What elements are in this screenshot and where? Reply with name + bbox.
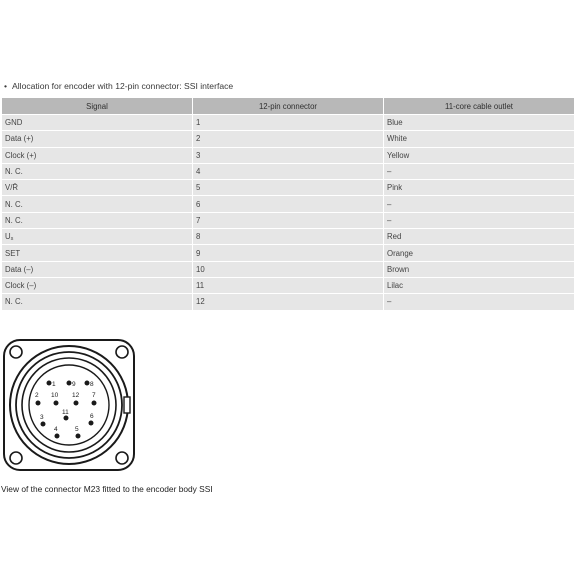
table-row bbox=[2, 262, 574, 277]
signal-cell: Clock (–) bbox=[2, 278, 192, 293]
intro-text: Allocation for encoder with 12-pin connector: SSI interface bbox=[12, 81, 234, 91]
table-row bbox=[2, 164, 574, 179]
pin-label: 3 bbox=[40, 414, 44, 421]
table-row bbox=[2, 294, 574, 309]
table-row bbox=[2, 278, 574, 293]
coding-key bbox=[124, 397, 130, 413]
table-row bbox=[2, 131, 574, 146]
pin bbox=[74, 401, 79, 406]
pin-label: 1 bbox=[52, 381, 56, 388]
pin-label: 12 bbox=[72, 392, 80, 399]
pin-label: 10 bbox=[51, 392, 59, 399]
table-row bbox=[2, 245, 574, 260]
signal-cell: N. C. bbox=[2, 294, 192, 309]
cable-cell: Blue bbox=[384, 115, 574, 130]
pin-label: 6 bbox=[90, 413, 94, 420]
pin-cell: 7 bbox=[193, 213, 383, 228]
pin-cell: 3 bbox=[193, 148, 383, 163]
pin-allocation-table bbox=[1, 97, 575, 311]
pin-cell: 9 bbox=[193, 245, 383, 260]
cable-cell: – bbox=[384, 196, 574, 211]
cable-cell: Orange bbox=[384, 245, 574, 260]
connector-m23-diagram bbox=[1, 337, 137, 473]
pin bbox=[36, 401, 41, 406]
pin-cell: 8 bbox=[193, 229, 383, 244]
mounting-hole bbox=[116, 452, 128, 464]
pin-cell: 1 bbox=[193, 115, 383, 130]
pin-label: 8 bbox=[90, 381, 94, 388]
signal-cell: SET bbox=[2, 245, 192, 260]
signal-cell: Data (–) bbox=[2, 262, 192, 277]
pin-cell: 4 bbox=[193, 164, 383, 179]
signal-cell: Clock (+) bbox=[2, 148, 192, 163]
pin-label: 7 bbox=[92, 392, 96, 399]
signal-subscript: s bbox=[10, 235, 14, 242]
pin-cell: 10 bbox=[193, 262, 383, 277]
cable-cell: Pink bbox=[384, 180, 574, 195]
header-cable-outlet: 11-core cable outlet bbox=[384, 98, 574, 114]
pin-cell: 11 bbox=[193, 278, 383, 293]
pin-label: 2 bbox=[35, 392, 39, 399]
signal-text: U bbox=[5, 231, 11, 241]
pin bbox=[67, 381, 72, 386]
intro-line bbox=[4, 81, 233, 91]
table-row bbox=[2, 196, 574, 211]
table-row bbox=[2, 213, 574, 228]
cable-cell: Red bbox=[384, 229, 574, 244]
mounting-hole bbox=[10, 346, 22, 358]
figure-caption: View of the connector M23 fitted to the encoder body SSI bbox=[1, 484, 213, 494]
pin bbox=[47, 381, 52, 386]
signal-cell: N. C. bbox=[2, 164, 192, 179]
pin bbox=[85, 381, 90, 386]
pin bbox=[64, 416, 69, 421]
cable-cell: Brown bbox=[384, 262, 574, 277]
cable-cell: – bbox=[384, 213, 574, 228]
pin-label: 4 bbox=[54, 426, 58, 433]
connector-flange bbox=[4, 340, 134, 470]
signal-cell: N. C. bbox=[2, 213, 192, 228]
cable-cell: White bbox=[384, 131, 574, 146]
pin-label: 5 bbox=[75, 426, 79, 433]
table-header-row bbox=[2, 98, 574, 114]
bullet: • bbox=[4, 81, 8, 91]
table-row bbox=[2, 115, 574, 130]
table-row bbox=[2, 148, 574, 163]
pin-cell: 12 bbox=[193, 294, 383, 309]
signal-cell: V/R̄ bbox=[2, 180, 192, 195]
header-12-pin-connector: 12-pin connector bbox=[193, 98, 383, 114]
pin bbox=[55, 434, 60, 439]
mounting-hole bbox=[10, 452, 22, 464]
pin-cell: 6 bbox=[193, 196, 383, 211]
pin bbox=[92, 401, 97, 406]
signal-cell bbox=[2, 229, 192, 244]
pin bbox=[41, 422, 46, 427]
table-row bbox=[2, 229, 574, 244]
header-signal: Signal bbox=[2, 98, 192, 114]
signal-cell: Data (+) bbox=[2, 131, 192, 146]
pin bbox=[54, 401, 59, 406]
signal-cell: N. C. bbox=[2, 196, 192, 211]
cable-cell: – bbox=[384, 294, 574, 309]
pin-cell: 5 bbox=[193, 180, 383, 195]
pin bbox=[89, 421, 94, 426]
cable-cell: Yellow bbox=[384, 148, 574, 163]
pin bbox=[76, 434, 81, 439]
cable-cell: Lilac bbox=[384, 278, 574, 293]
signal-cell: GND bbox=[2, 115, 192, 130]
mounting-hole bbox=[116, 346, 128, 358]
pin-label: 11 bbox=[62, 409, 69, 416]
pin-cell: 2 bbox=[193, 131, 383, 146]
pin-label: 9 bbox=[72, 381, 76, 388]
cable-cell: – bbox=[384, 164, 574, 179]
table-row bbox=[2, 180, 574, 195]
